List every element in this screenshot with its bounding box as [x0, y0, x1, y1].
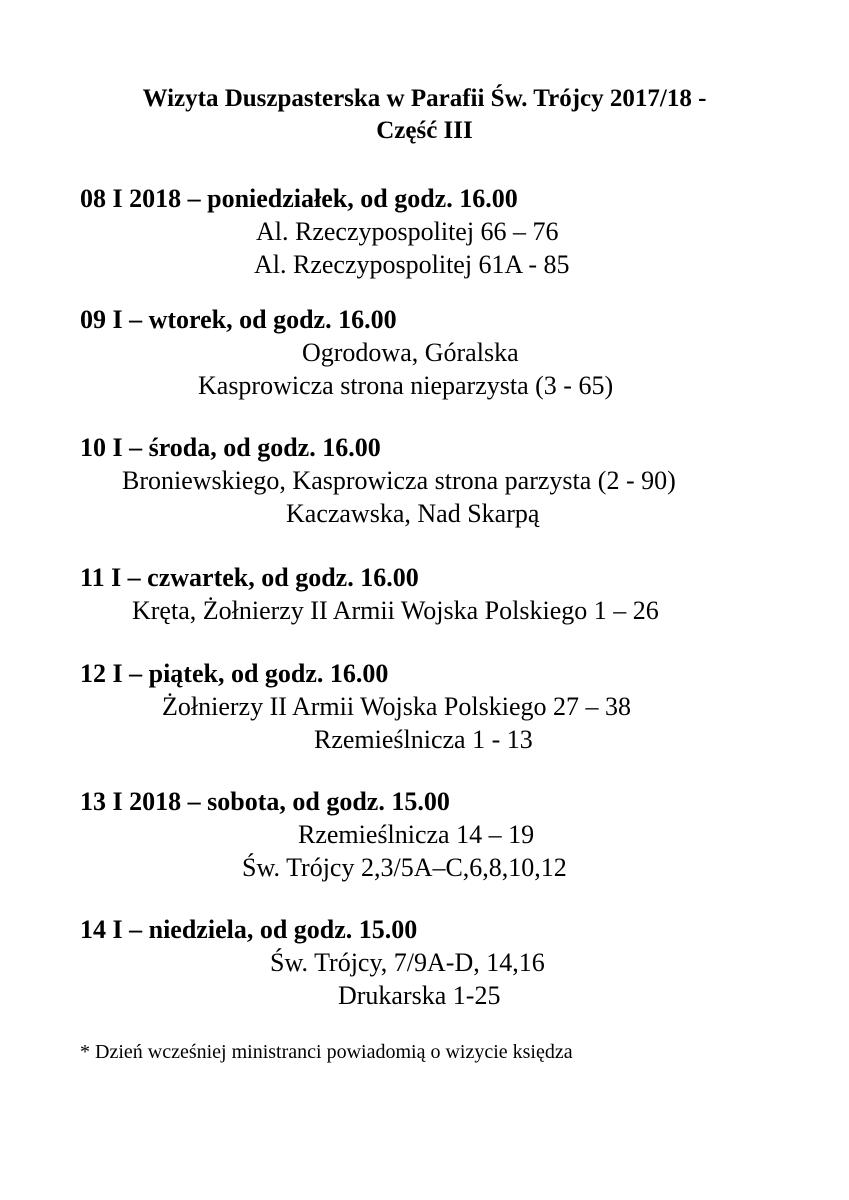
street-line: Rzemieślnicza 14 – 19	[298, 820, 535, 849]
street-line: Al. Rzeczypospolitej 66 – 76	[256, 217, 559, 246]
day-heading: 12 I – piątek, od godz. 16.00	[80, 659, 389, 688]
visit-day-4	[80, 562, 780, 627]
title-line-1: Wizyta Duszpasterska w Parafii Św. Trójcy 2017/18 -	[142, 85, 707, 112]
street-line: Drukarska 1-25	[338, 981, 501, 1010]
visit-day-5	[80, 658, 780, 756]
street-line: Św. Trójcy, 7/9A-D, 14,16	[270, 948, 545, 977]
day-heading: 09 I – wtorek, od godz. 16.00	[80, 305, 397, 334]
day-heading: 13 I 2018 – sobota, od godz. 15.00	[80, 787, 450, 816]
visit-day-1	[80, 183, 780, 281]
visit-day-3	[80, 432, 780, 530]
day-heading: 08 I 2018 – poniedziałek, od godz. 16.00	[80, 184, 518, 213]
street-line: Rzemieślnicza 1 - 13	[314, 725, 533, 754]
visit-day-6	[80, 786, 780, 884]
visit-day-2	[80, 304, 780, 402]
day-heading: 10 I – środa, od godz. 16.00	[80, 433, 381, 462]
page-title	[0, 83, 849, 147]
title-line-2: Część III	[376, 117, 473, 144]
street-line: Kręta, Żołnierzy II Armii Wojska Polskiego 1 – 26	[132, 596, 659, 625]
street-line: Kaczawska, Nad Skarpą	[286, 499, 540, 528]
street-line: Kasprowicza strona nieparzysta (3 - 65)	[198, 371, 614, 400]
footnote: * Dzień wcześniej ministranci powiadomią o wizycie księdza	[80, 1041, 573, 1063]
day-heading: 14 I – niedziela, od godz. 15.00	[80, 915, 418, 944]
street-line: Św. Trójcy 2,3/5A–C,6,8,10,12	[242, 853, 567, 882]
street-line: Ogrodowa, Góralska	[302, 338, 519, 367]
street-line: Al. Rzeczypospolitej 61A - 85	[254, 250, 570, 279]
day-heading: 11 I – czwartek, od godz. 16.00	[80, 563, 419, 592]
street-line: Broniewskiego, Kasprowicza strona parzysta (2 - 90)	[122, 466, 676, 495]
visit-day-7	[80, 914, 780, 1012]
street-line: Żołnierzy II Armii Wojska Polskiego 27 – 38	[162, 692, 631, 721]
